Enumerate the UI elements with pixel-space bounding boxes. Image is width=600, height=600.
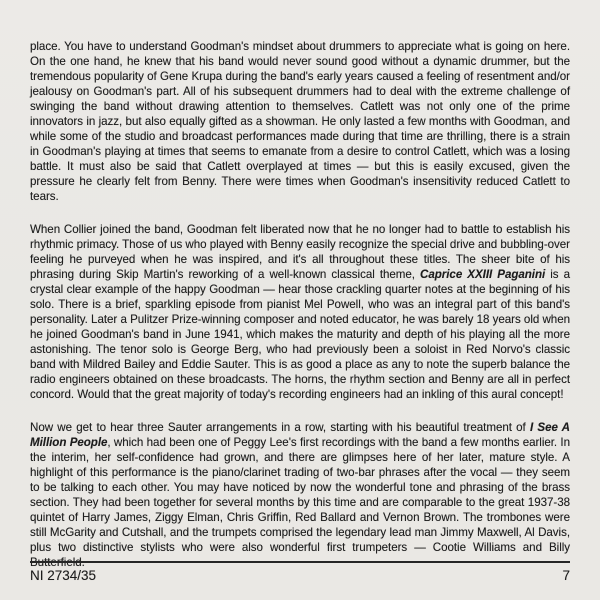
footer-divider [30, 561, 570, 563]
page-number: 7 [562, 568, 570, 583]
paragraph-drummers: place. You have to understand Goodman's mindset about drummers to appreciate what is going on here. On the one hand, he knew that his band would never sound good without a dynamic drummer, but the tremendous popularity of Gene Krupa during the band's early years caused a feeling of resentment and/or jealousy on Goodman's part. All of his subsequent drummers had to deal with the extreme challenge of swinging the band without drawing attention to themselves. Catlett was not only one of the prime innovators in jazz, but also equally gifted as a showman. He only lasted a few months with Goodman, and while some of the studio and broadcast performances made during that time are thrilling, there is a strain in Goodman's playing at times that seems to emanate from a desire to control Catlett, which was a losing battle. It must also be said that Catlett overplayed at times — but this is easily excused, given the pressure he clearly felt from Benny. There were times when Goodman's insensitivity reduced Catlett to tears. [30, 40, 570, 203]
liner-notes-text [30, 39, 570, 588]
paragraph-sauter: Now we get to hear three Sauter arrangements in a row, starting with his beautiful treatment of I See A Million People, which had been one of Peggy Lee's first recordings with the band a few months earlier. In the interim, her self-confidence had grown, and there are glimpses here of her later, mature style. A highlight of this performance is the piano/clarinet trading of two-bar phrases after the vocal — they seem to be talking to each other. You may have noticed by now the wonderful tone and phrasing of the brass section. They had been together for several months by this time and are comparable to the great 1937-38 quintet of Harry James, Ziggy Elman, Chris Griffin, Red Ballard and Vernon Brown. The trombones were still McGarity and Cutshall, and the trumpets comprised the legendary lead man Jimmy Maxwell, Al Davis, plus two distinctive stylists who were also wonderful first trumpeters — Cootie Williams and Billy Butterfield. [30, 421, 570, 569]
paragraph-collier: When Collier joined the band, Goodman felt liberated now that he no longer had to battle to establish his rhythmic primacy. Those of us who played with Benny easily recognize the special drive and bubbling-over feeling he purveyed when he was inspired, and it's all throughout these titles. The sheer bite of his phrasing during Skip Martin's reworking of a well-known classical theme, Caprice XXIII Paganini is a crystal clear example of the happy Goodman — hear those crackling quarter notes at the beginning of his solo. There is a brief, sparkling episode from pianist Mel Powell, who was an integral part of this band's personality. Later a Pulitzer Prize-winning composer and noted educator, he was barely 18 years old when he joined Goodman's band in June 1941, which makes the maturity and depth of his playing all the more astonishing. The tenor solo is George Berg, who had previously been a soloist in Red Norvo's classic band with Mildred Bailey and Eddie Sauter. This is as good a place as any to note the superb balance the radio engineers obtained on these broadcasts. The horns, the rhythm section and Benny are all in perfect concord. Would that the great majority of today's recording engineers had an inkling of this aural concept! [30, 223, 571, 401]
catalog-number: NI 2734/35 [30, 568, 97, 583]
page-footer [30, 568, 570, 583]
